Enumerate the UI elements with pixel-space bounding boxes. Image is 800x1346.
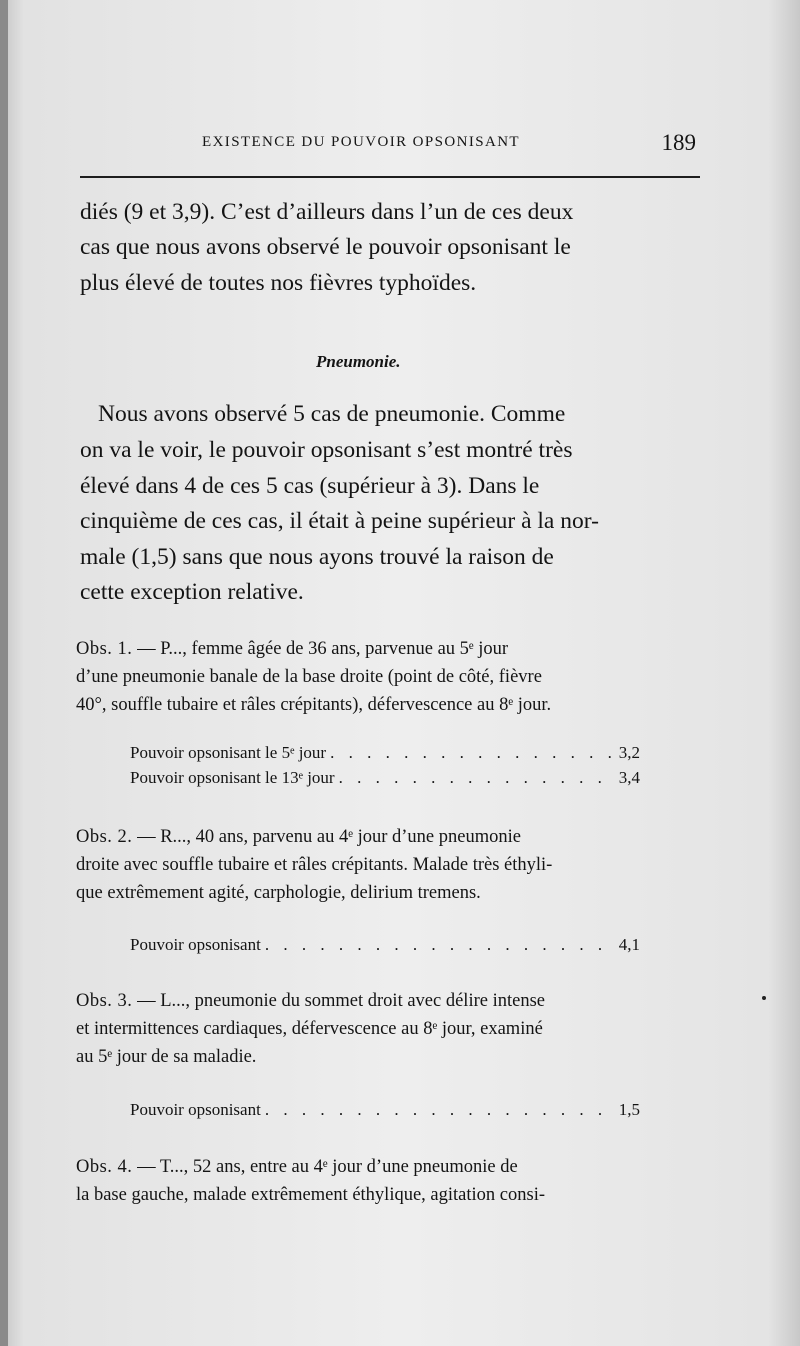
section-title: Pneumonie.	[316, 352, 401, 371]
obs-label: Obs. 4.	[76, 1157, 133, 1177]
measure-label: Pouvoir opsonisant	[130, 1100, 261, 1119]
obs-line: la base gauche, malade extrêmement éthylique, agitation consi-	[76, 1185, 545, 1205]
paragraph-line: cette exception relative.	[80, 579, 304, 605]
intro-line: diés (9 et 3,9). C’est d’ailleurs dans l’un de ces deux	[80, 199, 574, 225]
measure-label: Pouvoir opsonisant	[130, 935, 261, 954]
paragraph-line: on va le voir, le pouvoir opsonisant s’est montré très	[80, 437, 573, 463]
measure-value: 1,5	[618, 1100, 640, 1119]
measure-row	[130, 1098, 640, 1122]
obs-line	[76, 988, 700, 1015]
page-header	[80, 130, 700, 160]
leader-dots	[265, 1098, 615, 1122]
leader-dots	[330, 741, 615, 765]
measure-value: 4,1	[618, 935, 640, 954]
measure-value: 3,4	[618, 768, 640, 787]
measure-label: Pouvoir opsonisant le 13ᵉ jour	[130, 768, 335, 787]
obs-line: droite avec souffle tubaire et râles crépitants. Malade très éthyli-	[76, 855, 553, 875]
obs-text: — T..., 52 ans, entre au 4ᵉ jour d’une pneumonie de	[132, 1157, 518, 1177]
paragraph-line: élevé dans 4 de ces 5 cas (supérieur à 3). Dans le	[80, 473, 540, 499]
obs-line: 40°, souffle tubaire et râles crépitants), défervescence au 8ᵉ jour.	[76, 695, 552, 715]
leader-dots	[265, 933, 615, 957]
obs-text: — L..., pneumonie du sommet droit avec délire intense	[132, 991, 545, 1011]
obs-line: que extrêmement agité, carphologie, delirium tremens.	[76, 883, 481, 903]
ink-speck	[762, 996, 766, 1000]
obs-label: Obs. 3.	[76, 991, 133, 1011]
obs-label: Obs. 2.	[76, 827, 133, 847]
obs-line	[76, 1154, 700, 1181]
measure-row	[130, 933, 640, 957]
intro-line: cas que nous avons observé le pouvoir opsonisant le	[80, 234, 571, 260]
page-number: 189	[661, 130, 696, 155]
obs-text: — P..., femme âgée de 36 ans, parvenue au 5ᵉ jour	[132, 639, 509, 659]
running-title: EXISTENCE DU POUVOIR OPSONISANT	[202, 134, 520, 150]
measure-label: Pouvoir opsonisant le 5ᵉ jour	[130, 743, 327, 762]
paragraph-line: male (1,5) sans que nous ayons trouvé la raison de	[80, 544, 554, 570]
obs-line	[76, 636, 700, 663]
obs-line	[76, 824, 700, 851]
intro-line: plus élevé de toutes nos fièvres typhoïdes.	[80, 270, 477, 296]
measure-row	[130, 766, 640, 790]
obs-line: d’une pneumonie banale de la base droite (point de côté, fièvre	[76, 667, 542, 687]
obs-line: et intermittences cardiaques, défervescence au 8ᵉ jour, examiné	[76, 1019, 543, 1039]
header-rule	[80, 176, 700, 178]
leader-dots	[339, 766, 615, 790]
page-edge-shadow	[0, 0, 8, 1346]
paragraph-line: cinquième de ces cas, il était à peine supérieur à la nor-	[80, 508, 599, 534]
measure-value: 3,2	[618, 743, 640, 762]
measure-row	[130, 741, 640, 765]
paragraph-line: Nous avons observé 5 cas de pneumonie. Comme	[98, 401, 566, 427]
obs-text: — R..., 40 ans, parvenu au 4ᵉ jour d’une pneumonie	[132, 827, 521, 847]
obs-line: au 5ᵉ jour de sa maladie.	[76, 1047, 257, 1067]
obs-label: Obs. 1.	[76, 639, 133, 659]
